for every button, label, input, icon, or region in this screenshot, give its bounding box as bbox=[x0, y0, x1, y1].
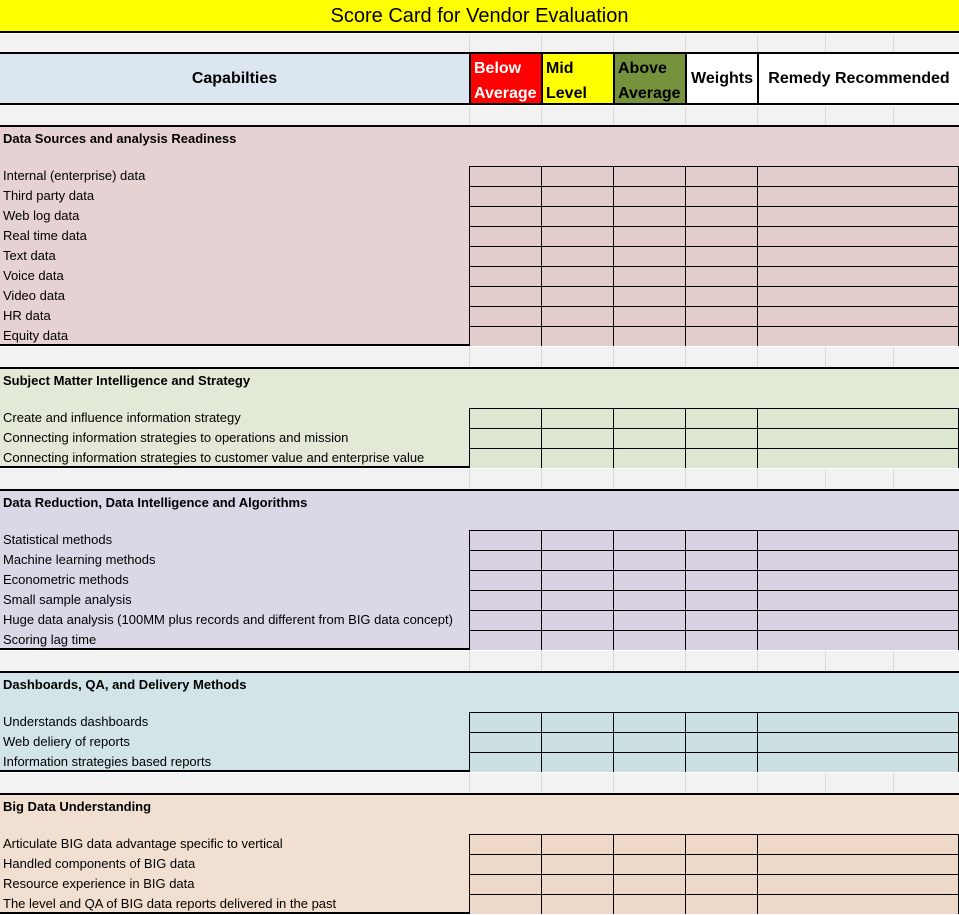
below-average-cell[interactable] bbox=[469, 306, 541, 326]
remedy-cell[interactable] bbox=[757, 630, 959, 650]
weights-cell[interactable] bbox=[685, 186, 757, 206]
capability-label: Statistical methods bbox=[3, 532, 113, 547]
spacer-cell bbox=[825, 347, 893, 367]
above-average-cell[interactable] bbox=[613, 206, 685, 226]
above-average-cell[interactable] bbox=[613, 752, 685, 772]
section-header bbox=[0, 671, 959, 712]
remedy-cell[interactable] bbox=[757, 266, 959, 286]
above-average-cell[interactable] bbox=[613, 630, 685, 650]
mid-level-cell[interactable] bbox=[541, 874, 613, 894]
mid-level-cell[interactable] bbox=[541, 246, 613, 266]
spacer-cell bbox=[757, 651, 825, 671]
capability-label: Text data bbox=[3, 248, 56, 263]
spacer-cell bbox=[893, 34, 959, 52]
below-average-cell[interactable] bbox=[469, 530, 541, 550]
spacer-row bbox=[0, 105, 959, 125]
above-average-line2: Average bbox=[618, 85, 681, 102]
above-average-cell[interactable] bbox=[613, 246, 685, 266]
mid-level-cell[interactable] bbox=[541, 408, 613, 428]
above-average-cell[interactable] bbox=[613, 306, 685, 326]
weights-cell[interactable] bbox=[685, 630, 757, 650]
spacer-cell bbox=[541, 651, 613, 671]
above-average-cell[interactable] bbox=[613, 226, 685, 246]
capability-row bbox=[0, 712, 959, 732]
capability-label: Equity data bbox=[3, 328, 69, 343]
remedy-cell[interactable] bbox=[757, 448, 959, 468]
above-average-cell[interactable] bbox=[613, 610, 685, 630]
capability-label: HR data bbox=[3, 308, 51, 323]
below-average-cell[interactable] bbox=[469, 570, 541, 590]
mid-level-cell[interactable] bbox=[541, 206, 613, 226]
mid-level-cell[interactable] bbox=[541, 186, 613, 206]
remedy-cell[interactable] bbox=[757, 854, 959, 874]
spacer-row bbox=[0, 346, 959, 367]
above-average-cell[interactable] bbox=[613, 326, 685, 346]
mid-level-cell[interactable] bbox=[541, 570, 613, 590]
mid-level-cell[interactable] bbox=[541, 428, 613, 448]
spacer-cell bbox=[685, 651, 757, 671]
capability-label: Connecting information strategies to customer value and enterprise value bbox=[3, 450, 425, 465]
below-average-cell[interactable] bbox=[469, 428, 541, 448]
capability-label: Resource experience in BIG data bbox=[3, 876, 195, 891]
capability-label: Scoring lag time bbox=[3, 632, 97, 647]
mid-level-cell[interactable] bbox=[541, 630, 613, 650]
spacer-cell bbox=[825, 106, 893, 125]
capability-row bbox=[0, 166, 959, 186]
capability-row bbox=[0, 326, 959, 346]
weights-cell[interactable] bbox=[685, 550, 757, 570]
spacer-cell bbox=[613, 469, 685, 489]
below-average-cell[interactable] bbox=[469, 590, 541, 610]
capability-label: Articulate BIG data advantage specific to vertical bbox=[3, 836, 283, 851]
section-title: Big Data Understanding bbox=[3, 799, 152, 814]
spacer-cell bbox=[541, 469, 613, 489]
weights-cell[interactable] bbox=[685, 610, 757, 630]
spacer-cell bbox=[757, 773, 825, 793]
spacer-cell bbox=[541, 106, 613, 125]
spacer-cell bbox=[757, 347, 825, 367]
capability-label: Real time data bbox=[3, 228, 87, 243]
mid-level-cell[interactable] bbox=[541, 712, 613, 732]
spacer-cell bbox=[469, 469, 541, 489]
capability-label: Create and influence information strategy bbox=[3, 410, 241, 425]
mid-level-cell[interactable] bbox=[541, 752, 613, 772]
column-header-row bbox=[0, 52, 959, 105]
above-average-cell[interactable] bbox=[613, 570, 685, 590]
capability-row bbox=[0, 732, 959, 752]
spacer-cell bbox=[757, 106, 825, 125]
weights-cell[interactable] bbox=[685, 246, 757, 266]
spacer-cell bbox=[825, 773, 893, 793]
mid-level-cell[interactable] bbox=[541, 166, 613, 186]
below-average-cell[interactable] bbox=[469, 226, 541, 246]
below-average-cell[interactable] bbox=[469, 326, 541, 346]
remedy-cell[interactable] bbox=[757, 166, 959, 186]
title-banner bbox=[0, 0, 959, 33]
remedy-cell[interactable] bbox=[757, 874, 959, 894]
below-average-cell[interactable] bbox=[469, 448, 541, 468]
capability-label: Understands dashboards bbox=[3, 714, 149, 729]
capability-row bbox=[0, 408, 959, 428]
remedy-cell[interactable] bbox=[757, 752, 959, 772]
below-average-cell[interactable] bbox=[469, 408, 541, 428]
weights-cell[interactable] bbox=[685, 874, 757, 894]
mid-level-cell[interactable] bbox=[541, 306, 613, 326]
capability-label: Huge data analysis (100MM plus records and different from BIG data concept) bbox=[3, 612, 453, 627]
mid-level-cell[interactable] bbox=[541, 266, 613, 286]
capability-row bbox=[0, 428, 959, 448]
capability-row bbox=[0, 894, 959, 914]
spacer-cell bbox=[469, 773, 541, 793]
remedy-cell[interactable] bbox=[757, 610, 959, 630]
capability-row bbox=[0, 246, 959, 266]
above-average-cell[interactable] bbox=[613, 530, 685, 550]
capability-label: Small sample analysis bbox=[3, 592, 132, 607]
capability-label: Third party data bbox=[3, 188, 95, 203]
above-average-cell[interactable] bbox=[613, 712, 685, 732]
spacer-cell bbox=[825, 651, 893, 671]
capability-label: The level and QA of BIG data reports delivered in the past bbox=[3, 896, 337, 911]
mid-level-cell[interactable] bbox=[541, 834, 613, 854]
weights-cell[interactable] bbox=[685, 206, 757, 226]
above-average-cell[interactable] bbox=[613, 186, 685, 206]
capability-row bbox=[0, 306, 959, 326]
weights-cell[interactable] bbox=[685, 752, 757, 772]
capability-label: Connecting information strategies to operations and mission bbox=[3, 430, 349, 445]
section-title: Dashboards, QA, and Delivery Methods bbox=[3, 677, 247, 692]
capability-label: Econometric methods bbox=[3, 572, 129, 587]
spacer-cell bbox=[757, 34, 825, 52]
below-average-cell[interactable] bbox=[469, 266, 541, 286]
above-average-cell[interactable] bbox=[613, 166, 685, 186]
spacer-cell bbox=[685, 773, 757, 793]
below-average-cell[interactable] bbox=[469, 732, 541, 752]
spacer-cell bbox=[541, 34, 613, 52]
above-average-cell[interactable] bbox=[613, 894, 685, 914]
above-average-cell[interactable] bbox=[613, 408, 685, 428]
below-average-cell[interactable] bbox=[469, 630, 541, 650]
spacer-cell bbox=[825, 34, 893, 52]
mid-level-cell[interactable] bbox=[541, 854, 613, 874]
below-average-cell[interactable] bbox=[469, 874, 541, 894]
section-header bbox=[0, 489, 959, 530]
capability-row bbox=[0, 570, 959, 590]
weights-cell[interactable] bbox=[685, 326, 757, 346]
spacer-cell bbox=[541, 773, 613, 793]
capability-label: Handled components of BIG data bbox=[3, 856, 196, 871]
capability-label: Video data bbox=[3, 288, 65, 303]
spacer-row bbox=[0, 33, 959, 52]
remedy-cell[interactable] bbox=[757, 590, 959, 610]
below-average-cell[interactable] bbox=[469, 550, 541, 570]
weights-cell[interactable] bbox=[685, 894, 757, 914]
capability-row bbox=[0, 752, 959, 772]
mid-level-cell[interactable] bbox=[541, 610, 613, 630]
weights-cell[interactable] bbox=[685, 530, 757, 550]
spacer-cell bbox=[613, 106, 685, 125]
spacer-cell bbox=[893, 347, 959, 367]
section-title: Data Reduction, Data Intelligence and Algorithms bbox=[3, 495, 308, 510]
spacer-cell bbox=[825, 469, 893, 489]
capabilities-header: Capabilties bbox=[0, 54, 469, 103]
capability-row bbox=[0, 610, 959, 630]
below-average-cell[interactable] bbox=[469, 186, 541, 206]
spacer-cell bbox=[469, 106, 541, 125]
remedy-cell[interactable] bbox=[757, 306, 959, 326]
spacer-cell bbox=[613, 347, 685, 367]
spacer-cell bbox=[613, 651, 685, 671]
below-average-cell[interactable] bbox=[469, 854, 541, 874]
spacer-row bbox=[0, 772, 959, 793]
above-average-cell[interactable] bbox=[613, 550, 685, 570]
weights-cell[interactable] bbox=[685, 448, 757, 468]
capability-label: Web deliery of reports bbox=[3, 734, 130, 749]
remedy-cell[interactable] bbox=[757, 186, 959, 206]
remedy-cell[interactable] bbox=[757, 732, 959, 752]
capability-row bbox=[0, 286, 959, 306]
spacer-cell bbox=[893, 469, 959, 489]
spacer-cell bbox=[685, 106, 757, 125]
spacer-cell bbox=[757, 469, 825, 489]
mid-level-cell[interactable] bbox=[541, 326, 613, 346]
remedy-cell[interactable] bbox=[757, 570, 959, 590]
weights-cell[interactable] bbox=[685, 712, 757, 732]
above-average-cell[interactable] bbox=[613, 286, 685, 306]
capability-row bbox=[0, 590, 959, 610]
section-header bbox=[0, 125, 959, 166]
mid-level-line1: Mid bbox=[546, 60, 574, 77]
above-average-line1: Above bbox=[618, 60, 667, 77]
capability-row bbox=[0, 530, 959, 550]
above-average-cell[interactable] bbox=[613, 732, 685, 752]
capability-label: Machine learning methods bbox=[3, 552, 156, 567]
remedy-header: Remedy Recommended bbox=[757, 54, 959, 103]
capability-row bbox=[0, 874, 959, 894]
remedy-cell[interactable] bbox=[757, 326, 959, 346]
capability-row bbox=[0, 206, 959, 226]
weights-cell[interactable] bbox=[685, 226, 757, 246]
spacer-cell bbox=[893, 773, 959, 793]
below-average-cell[interactable] bbox=[469, 286, 541, 306]
remedy-cell[interactable] bbox=[757, 712, 959, 732]
above-average-cell[interactable] bbox=[613, 834, 685, 854]
remedy-cell[interactable] bbox=[757, 894, 959, 914]
capability-row bbox=[0, 186, 959, 206]
mid-level-header bbox=[541, 54, 613, 103]
mid-level-cell[interactable] bbox=[541, 732, 613, 752]
below-average-cell[interactable] bbox=[469, 610, 541, 630]
mid-level-cell[interactable] bbox=[541, 550, 613, 570]
remedy-cell[interactable] bbox=[757, 246, 959, 266]
mid-level-cell[interactable] bbox=[541, 530, 613, 550]
remedy-cell[interactable] bbox=[757, 550, 959, 570]
weights-cell[interactable] bbox=[685, 266, 757, 286]
weights-cell[interactable] bbox=[685, 166, 757, 186]
weights-cell[interactable] bbox=[685, 732, 757, 752]
capability-label: Web log data bbox=[3, 208, 80, 223]
above-average-cell[interactable] bbox=[613, 428, 685, 448]
below-average-header bbox=[469, 54, 541, 103]
remedy-cell[interactable] bbox=[757, 206, 959, 226]
capability-row bbox=[0, 266, 959, 286]
below-average-line2: Average bbox=[474, 85, 537, 102]
spacer-cell bbox=[469, 347, 541, 367]
capability-label: Internal (enterprise) data bbox=[3, 168, 146, 183]
weights-cell[interactable] bbox=[685, 834, 757, 854]
section-title: Subject Matter Intelligence and Strategy bbox=[3, 373, 251, 388]
mid-level-cell[interactable] bbox=[541, 894, 613, 914]
page-title: Score Card for Vendor Evaluation bbox=[330, 5, 629, 27]
section-title: Data Sources and analysis Readiness bbox=[3, 131, 237, 146]
capability-row bbox=[0, 834, 959, 854]
below-average-cell[interactable] bbox=[469, 246, 541, 266]
above-average-cell[interactable] bbox=[613, 854, 685, 874]
section-header bbox=[0, 367, 959, 408]
below-average-cell[interactable] bbox=[469, 166, 541, 186]
mid-level-cell[interactable] bbox=[541, 226, 613, 246]
section-header bbox=[0, 793, 959, 834]
above-average-header bbox=[613, 54, 685, 103]
weights-cell[interactable] bbox=[685, 590, 757, 610]
above-average-cell[interactable] bbox=[613, 590, 685, 610]
below-average-line1: Below bbox=[474, 60, 522, 77]
capability-label: Voice data bbox=[3, 268, 64, 283]
spacer-cell bbox=[469, 651, 541, 671]
mid-level-cell[interactable] bbox=[541, 448, 613, 468]
spacer-cell bbox=[613, 34, 685, 52]
weights-header: Weights bbox=[685, 54, 757, 103]
spacer-cell bbox=[613, 773, 685, 793]
below-average-cell[interactable] bbox=[469, 206, 541, 226]
weights-cell[interactable] bbox=[685, 428, 757, 448]
weights-cell[interactable] bbox=[685, 570, 757, 590]
capability-row bbox=[0, 854, 959, 874]
remedy-cell[interactable] bbox=[757, 530, 959, 550]
weights-cell[interactable] bbox=[685, 408, 757, 428]
above-average-cell[interactable] bbox=[613, 874, 685, 894]
above-average-cell[interactable] bbox=[613, 266, 685, 286]
capability-row bbox=[0, 226, 959, 246]
below-average-cell[interactable] bbox=[469, 752, 541, 772]
capability-row bbox=[0, 448, 959, 468]
below-average-cell[interactable] bbox=[469, 834, 541, 854]
remedy-cell[interactable] bbox=[757, 834, 959, 854]
below-average-cell[interactable] bbox=[469, 894, 541, 914]
capability-row bbox=[0, 550, 959, 570]
weights-cell[interactable] bbox=[685, 286, 757, 306]
capability-label: Information strategies based reports bbox=[3, 754, 212, 769]
remedy-cell[interactable] bbox=[757, 226, 959, 246]
spacer-row bbox=[0, 468, 959, 489]
spacer-cell bbox=[685, 469, 757, 489]
spacer-cell bbox=[541, 347, 613, 367]
mid-level-line2: Level bbox=[546, 85, 587, 102]
spacer-cell bbox=[893, 106, 959, 125]
above-average-cell[interactable] bbox=[613, 448, 685, 468]
spacer-cell bbox=[893, 651, 959, 671]
remedy-cell[interactable] bbox=[757, 286, 959, 306]
capability-row bbox=[0, 630, 959, 650]
spacer-cell bbox=[685, 347, 757, 367]
mid-level-cell[interactable] bbox=[541, 286, 613, 306]
weights-cell[interactable] bbox=[685, 854, 757, 874]
weights-cell[interactable] bbox=[685, 306, 757, 326]
below-average-cell[interactable] bbox=[469, 712, 541, 732]
spacer-cell bbox=[685, 34, 757, 52]
spacer-cell bbox=[469, 34, 541, 52]
mid-level-cell[interactable] bbox=[541, 590, 613, 610]
spacer-row bbox=[0, 650, 959, 671]
remedy-cell[interactable] bbox=[757, 408, 959, 428]
remedy-cell[interactable] bbox=[757, 428, 959, 448]
